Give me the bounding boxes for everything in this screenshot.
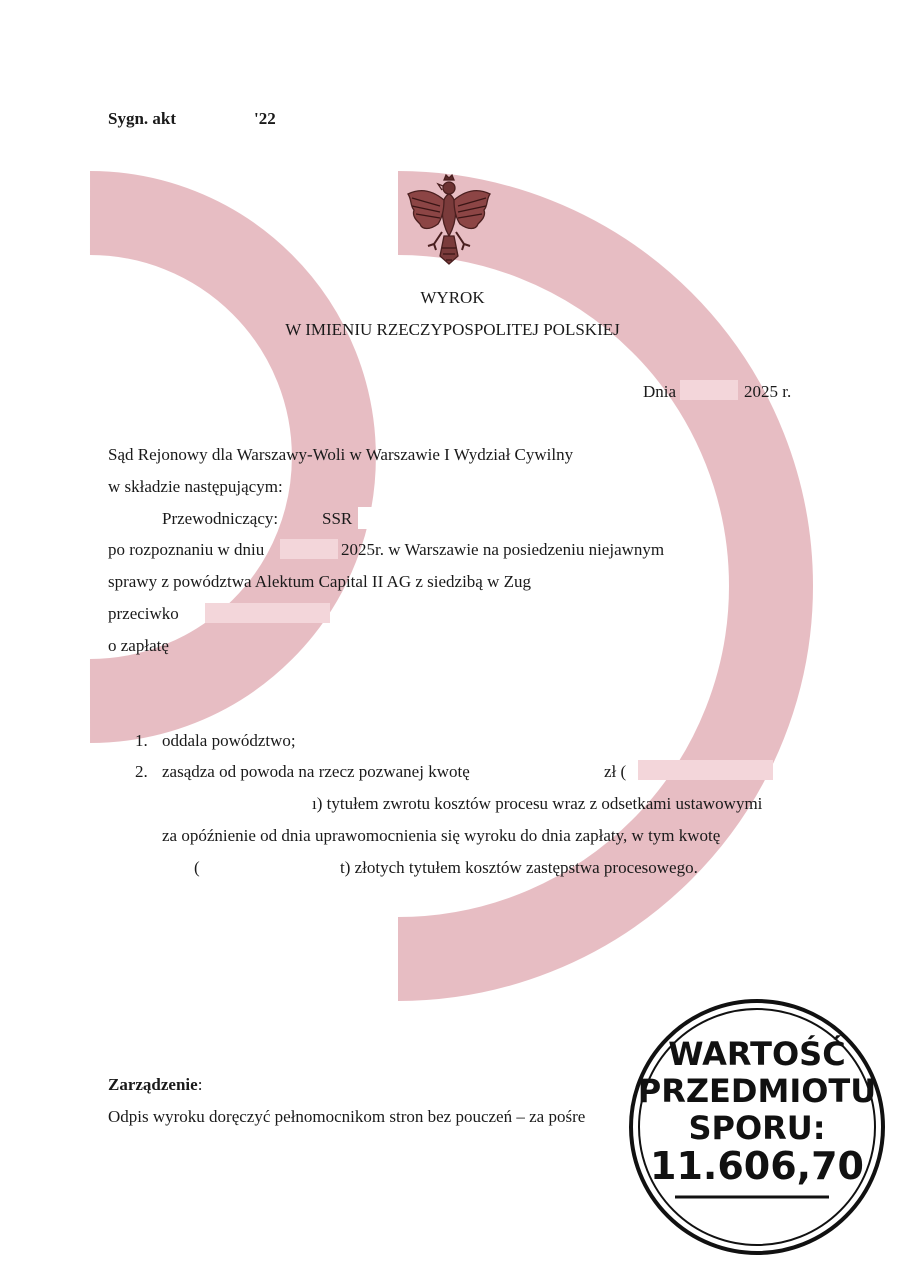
stamp-value: 11.606,70	[650, 1144, 864, 1188]
polish-eagle-icon	[404, 172, 494, 268]
ruling-2-line1-a: zasądza od powoda na rzecz pozwanej kwotę	[162, 762, 470, 781]
case-signature-label: Sygn. akt	[108, 109, 177, 128]
redacted-amount-words	[638, 760, 773, 780]
hearing-suffix: 2025r. w Warszawie na posiedzeniu niejawnym	[341, 540, 665, 559]
redacted-representation-amount	[200, 856, 338, 878]
redacted-amount-words-cont	[160, 792, 310, 814]
document-title: WYROK	[420, 288, 485, 307]
redacted-hearing-date	[280, 539, 338, 559]
redacted-defendant-name	[205, 603, 330, 623]
stamp-line-3: SPORU:	[688, 1109, 826, 1147]
ruling-2-line4-a: (	[194, 858, 200, 877]
presiding-value: SSR	[322, 509, 353, 528]
order-colon: :	[197, 1075, 203, 1094]
redacted-amount	[540, 760, 602, 782]
stamp-line-1: WARTOŚĆ	[668, 1035, 846, 1073]
ruling-2-line3: za opóźnienie od dnia uprawomocnienia się wyroku do dnia zapłaty, w tym kwotę	[162, 826, 721, 845]
ruling-1-text: oddala powództwo;	[162, 731, 296, 750]
against-label: przeciwko	[108, 604, 179, 623]
redacted-judge-name	[358, 507, 428, 529]
document-subtitle: W IMIENIU RZECZYPOSPOLITEJ POLSKIEJ	[285, 320, 620, 339]
order-heading	[108, 1075, 202, 1095]
composition-line: w składzie następującym:	[108, 477, 283, 496]
ruling-2-line1-b: zł (	[604, 762, 627, 781]
case-parties: sprawy z powództwa Alektum Capital II AG z siedzibą w Zug	[108, 572, 532, 591]
ruling-2-line4-b: t) złotych tytułem kosztów zastępstwa procesowego.	[340, 858, 698, 877]
case-signature-suffix: '22	[254, 109, 276, 128]
ruling-1-number: 1.	[135, 731, 148, 750]
stamp-line-2: PRZEDMIOTU	[637, 1072, 877, 1110]
order-text: Odpis wyroku doręczyć pełnomocnikom stron bez pouczeń – za pośre	[108, 1107, 586, 1126]
ruling-2-number: 2.	[135, 762, 148, 781]
court-name: Sąd Rejonowy dla Warszawy-Woli w Warszawie I Wydział Cywilny	[108, 445, 574, 464]
date-suffix: 2025 r.	[744, 382, 792, 401]
redacted-date	[680, 380, 738, 400]
hearing-prefix: po rozpoznaniu w dniu	[108, 540, 265, 559]
order-label: Zarządzenie	[108, 1075, 198, 1094]
presiding-label: Przewodniczący:	[162, 509, 279, 528]
ruling-2-line2: ı) tytułem zwrotu kosztów procesu wraz z odsetkami ustawowymi	[312, 794, 763, 813]
date-prefix: Dnia	[643, 382, 677, 401]
case-subject: o zapłatę	[108, 636, 169, 655]
